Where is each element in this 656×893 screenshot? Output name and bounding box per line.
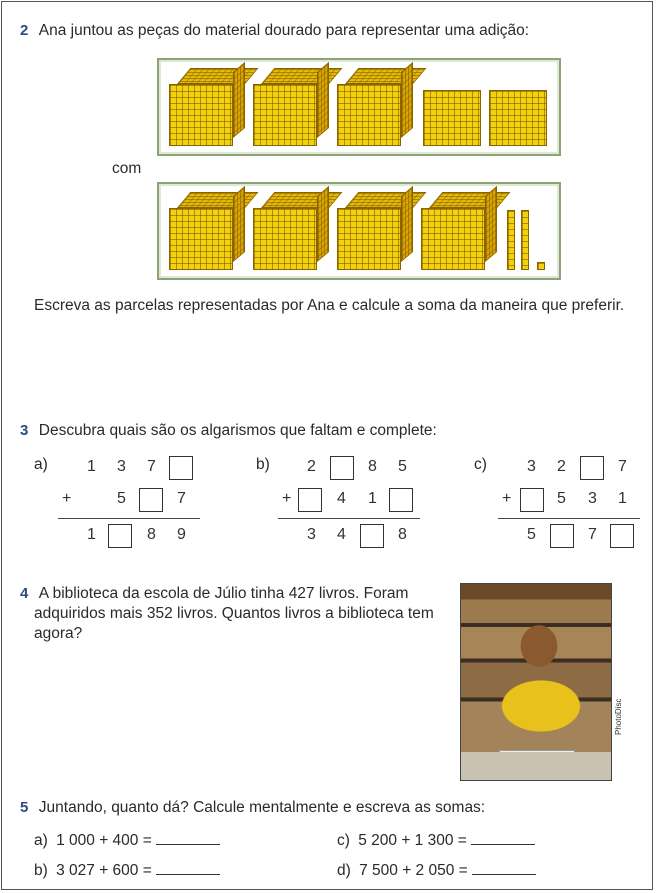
missing-digit-box[interactable] [298,488,322,512]
answer-blank[interactable] [156,860,220,875]
thousand-cube-block [253,208,317,270]
digit: 5 [557,490,566,507]
question-number: 5 [20,799,29,816]
digit: 1 [368,490,377,507]
question-text: Juntando, quanto dá? Calcule mentalmente e escreva as somas: [38,799,486,816]
hundred-plate-block [423,90,481,146]
missing-digit-box[interactable] [330,456,354,480]
missing-digit-box[interactable] [139,488,163,512]
sum-line [498,518,640,519]
plus-sign: + [282,490,292,507]
digit: 3 [117,458,126,475]
item-label: c) [474,456,487,473]
thousand-cube-block [253,84,317,146]
answer-blank[interactable] [156,830,220,845]
unit-cube-block [537,262,545,270]
item-label: a) [34,456,48,473]
missing-digit-box[interactable] [610,524,634,548]
digit: 7 [618,458,627,475]
digit: 3 [588,490,597,507]
missing-digit-box[interactable] [550,524,574,548]
cube-block-top [177,68,258,84]
missing-digit-box[interactable] [520,488,544,512]
digit: 8 [147,526,156,543]
sum-expression: 3 027 + 600 = [56,862,152,879]
cube-block-side [317,62,329,138]
question-4 [20,584,434,644]
cube-block-side [233,186,245,262]
thousand-cube-block [337,84,401,146]
plus-sign: + [62,490,72,507]
item-label: a) [34,832,48,849]
question-text-line: A biblioteca da escola de Júlio tinha 427 livros. Foram [38,585,409,602]
hundred-plate-block [489,90,547,146]
digit: 9 [177,526,186,543]
sum-item-a [34,830,220,850]
sum-line [278,518,420,519]
photo-credit: PhotoDisc [614,698,623,735]
missing-digit-box[interactable] [580,456,604,480]
answer-blank[interactable] [471,830,535,845]
sum-expression: 1 000 + 400 = [56,832,152,849]
base-ten-blocks-first-addend [157,58,561,156]
digit: 7 [147,458,156,475]
sum-item-c [337,830,535,850]
sum-item-d [337,860,536,880]
question-number: 3 [20,422,29,439]
digit: 2 [557,458,566,475]
ten-bar-block [507,210,515,270]
digit: 1 [87,526,96,543]
item-label: c) [337,832,350,849]
digit: 3 [527,458,536,475]
cube-block-side [485,186,497,262]
missing-digit-box[interactable] [108,524,132,548]
answer-blank[interactable] [472,860,536,875]
library-boy-photo [460,583,612,781]
missing-digit-box[interactable] [389,488,413,512]
question-text-line: agora? [34,625,83,642]
connector-word: com [112,160,142,177]
question-number: 4 [20,585,29,602]
item-label: b) [34,862,48,879]
missing-digit-box[interactable] [360,524,384,548]
digit: 1 [87,458,96,475]
base-ten-blocks-second-addend [157,182,561,280]
digit: 5 [527,526,536,543]
sum-expression: 5 200 + 1 300 = [358,832,467,849]
sum-expression: 7 500 + 2 050 = [359,862,468,879]
cube-block-side [317,186,329,262]
digit: 3 [307,526,316,543]
cube-block-top [345,68,426,84]
digit: 5 [398,458,407,475]
digit: 7 [177,490,186,507]
question-number: 2 [20,22,29,39]
missing-digit-box[interactable] [169,456,193,480]
sum-item-b [34,860,220,880]
library-table [461,752,611,780]
digit: 4 [337,526,346,543]
digit: 5 [117,490,126,507]
thousand-cube-block [169,208,233,270]
cube-block-side [233,62,245,138]
digit: 4 [337,490,346,507]
cube-block-top [261,68,342,84]
question-text-line: adquiridos mais 352 livros. Quantos livros a biblioteca tem [34,605,434,622]
sum-line [58,518,200,519]
digit: 8 [368,458,377,475]
digit: 7 [588,526,597,543]
question-2 [20,22,529,40]
question-2-instruction: Escreva as parcelas representadas por Ana e calcule a soma da maneira que preferir. [34,297,625,314]
digit: 8 [398,526,407,543]
item-label: d) [337,862,351,879]
question-text: Ana juntou as peças do material dourado para representar uma adição: [38,22,530,39]
plus-sign: + [502,490,512,507]
cube-block-top [345,192,426,208]
cube-block-top [261,192,342,208]
question-text: Descubra quais são os algarismos que faltam e complete: [38,422,437,439]
thousand-cube-block [421,208,485,270]
cube-block-side [401,62,413,138]
digit: 2 [307,458,316,475]
question-5 [20,799,485,817]
cube-block-side [401,186,413,262]
ten-bar-block [521,210,529,270]
thousand-cube-block [169,84,233,146]
cube-block-top [429,192,510,208]
item-label: b) [256,456,270,473]
thousand-cube-block [337,208,401,270]
question-3 [20,422,437,440]
digit: 1 [618,490,627,507]
cube-block-top [177,192,258,208]
